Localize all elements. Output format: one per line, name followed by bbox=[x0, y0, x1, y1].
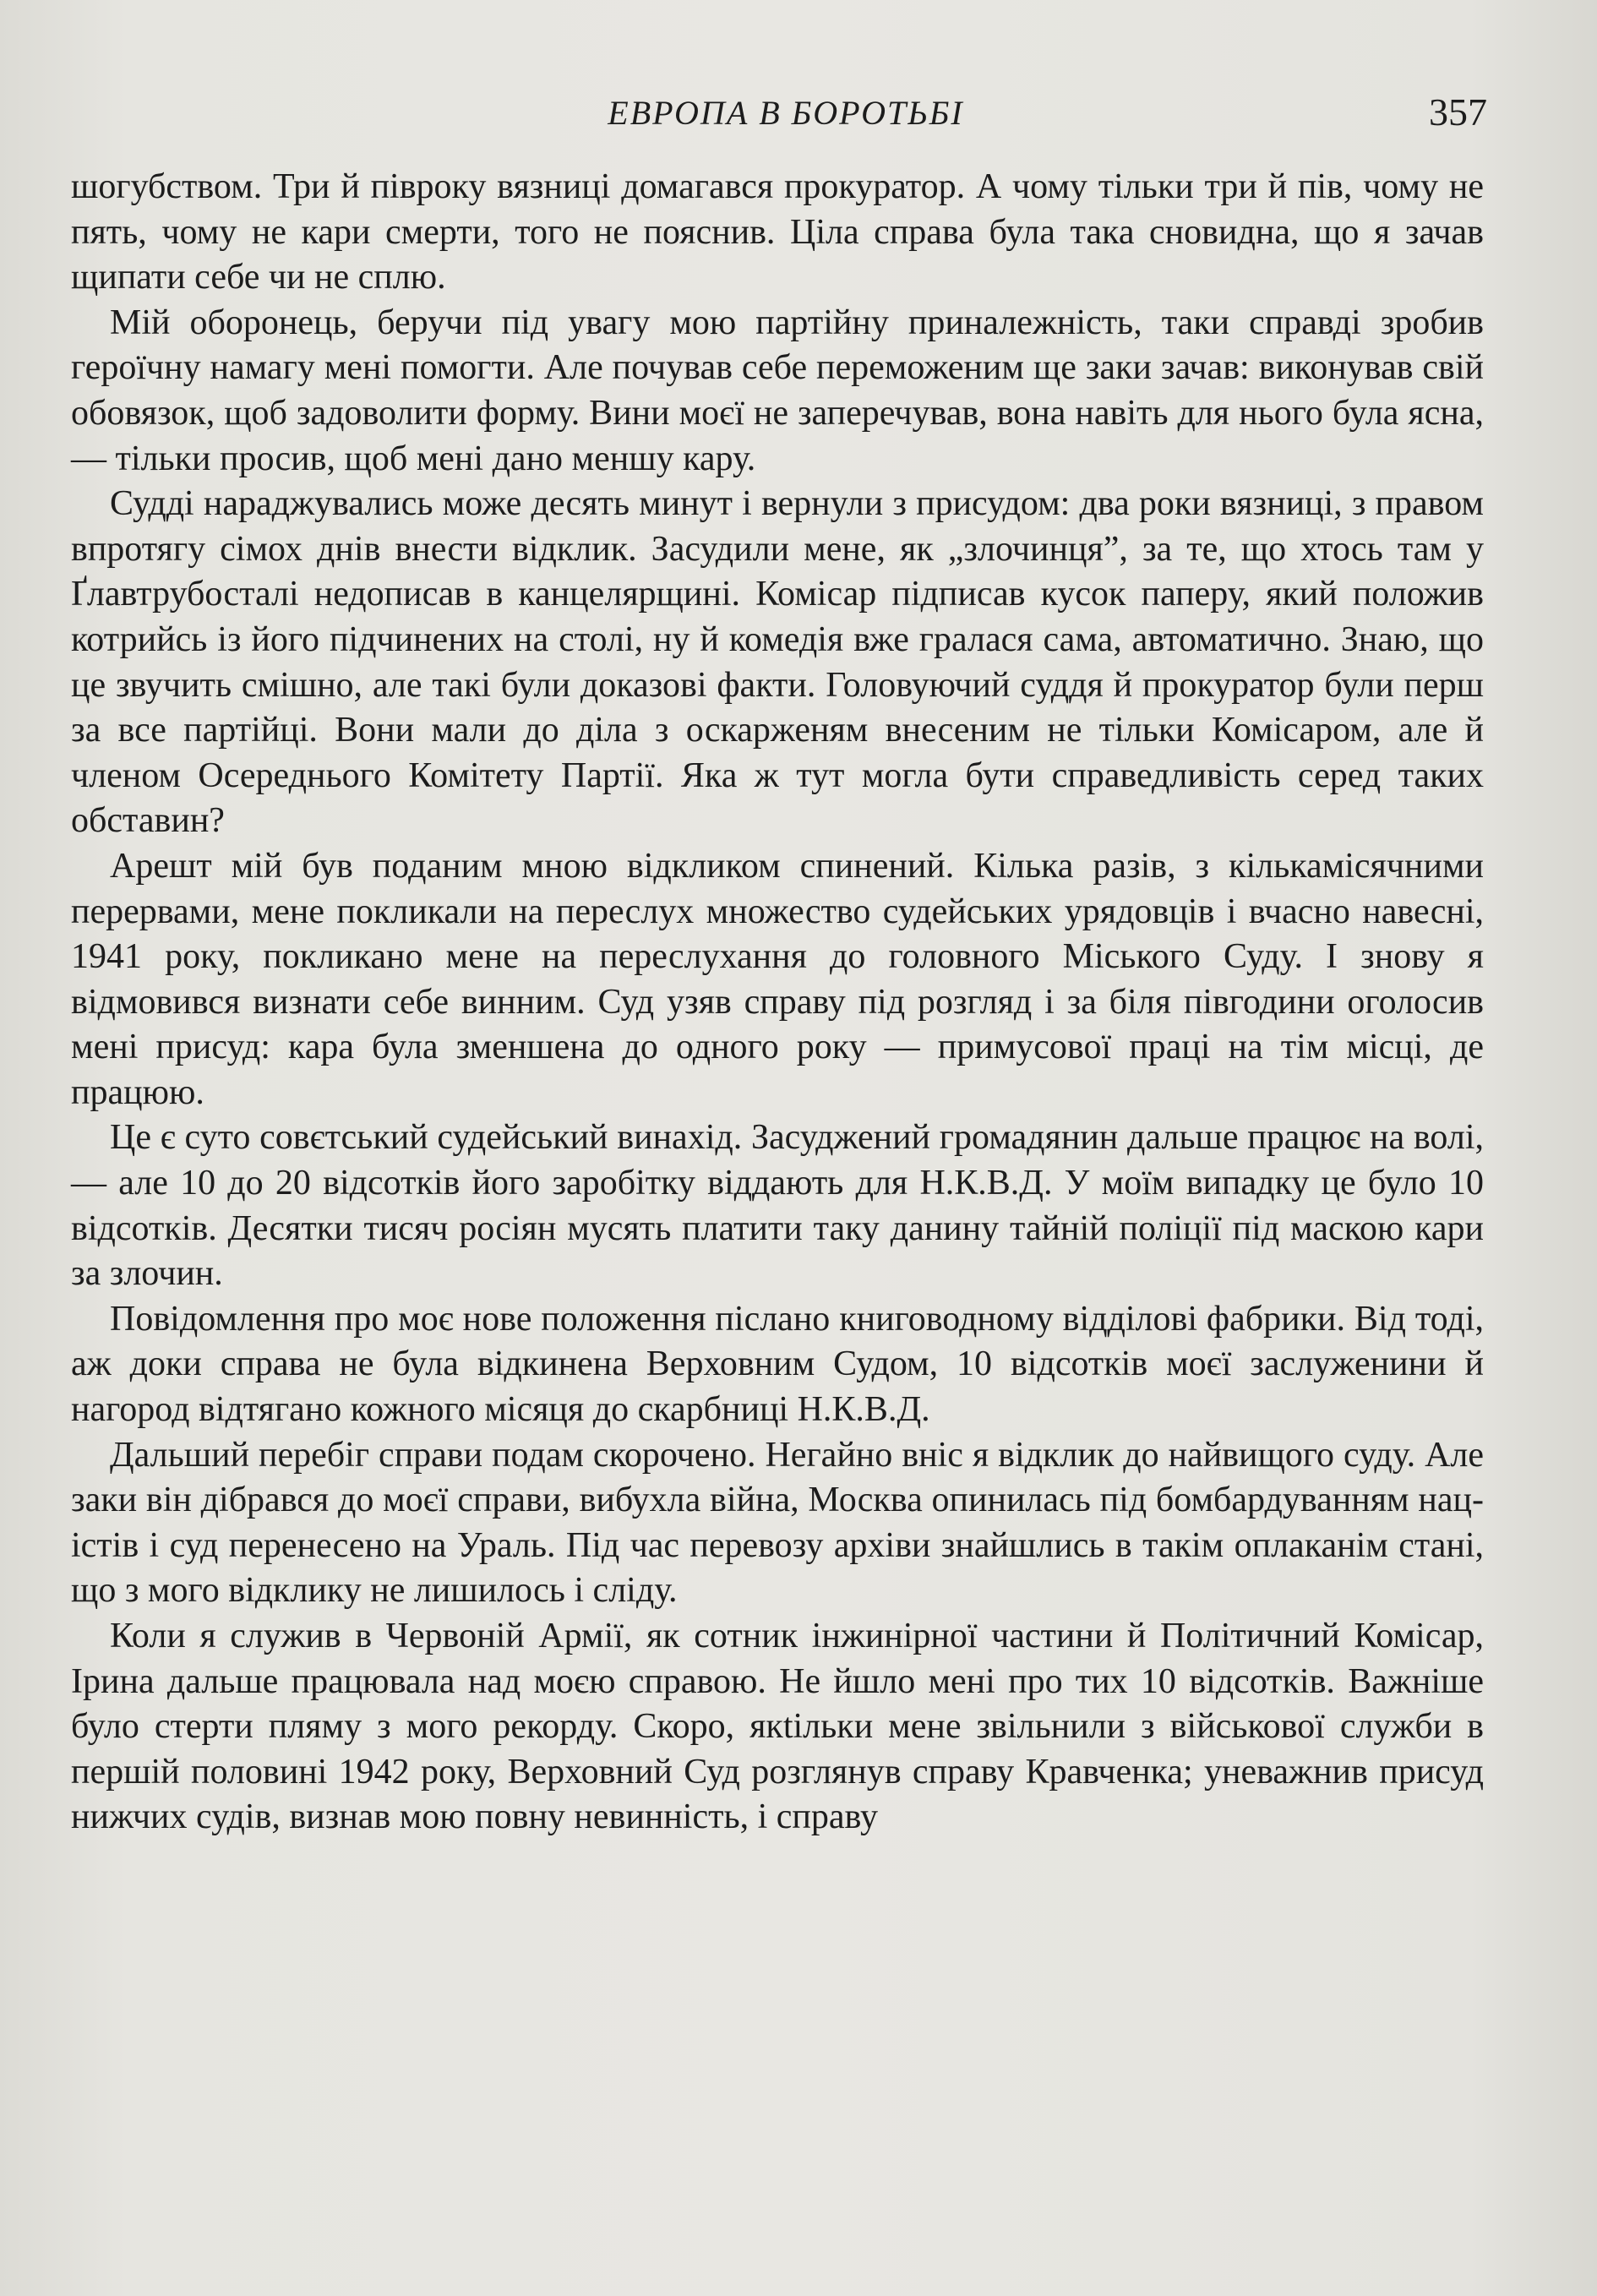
paragraph-7: Дальший перебіг справи подам скорочено. Негайно вніс я відклик до найвищого суду. Але заки він дібрався до моєї справи, вибухла війна, Москва опинилась під бомбардуванням нац-істів і суд перенесено на Ураль. Під час перевозу архіви знайшлись в такім оплаканім стані, що з мого відклику не лишилось і сліду. bbox=[71, 1435, 1484, 1611]
paragraph-6: Повідомлення про моє нове положення післано книговодному відділові фабрики. Від тоді, аж доки справа не була відкинена Верховним Судом, 10 відсотків моєї заслуженини й нагород відтягано кожного місяця до скарбниці Н.К.В.Д. bbox=[71, 1299, 1484, 1430]
paragraph-8: Коли я служив в Червоній Армії, як сотник інжинірної частини й Політичний Комісар, Ірина дальше працювала над моєю справою. Не йшло мені про тих 10 відсотків. Важніше було стерти пляму з мого рекорду. Скоро, якtільки мене звільнили з військової служби в першій половині 1942 року, Верховний Суд розглянув справу Кравченка; уневажнив присуд нижчих судів, визнав мою повну невинність, і справу bbox=[71, 1617, 1484, 1837]
paragraph-3: Судді нараджувались може десять минут і вернули з присудом: два роки вязниці, з правом впротягу сімох днів внести відклик. Засудили мене, як „злочинця”, за те, що хтось там у Ґлавтрубосталі недописав в канцелярщині. Комісар підписав кусок паперу, який положив котрийсь із його підчинених на столі, ну й комедія вже гралася сама, автоматично. Знаю, що це звучить смішно, але такі були доказові факти. Головуючий суддя й прокуратор були перш за все партійці. Вони мали до діла з оскарженям внесеним не тільки Комісаром, але й членом Осереднього Комітету Партії. Яка ж тут могла бути справедливість серед таких обставин? bbox=[71, 484, 1484, 841]
paragraph-5: Це є суто совєтський судейський винахід. Засуджений громадянин дальше працює на волі, — але 10 до 20 відсотків його заробітку віддають для Н.К.В.Д. У моїм випадку це було 10 відсотків. Десятки тисяч росіян мусять платити таку данину тайній поліції під маскою кари за злочин. bbox=[71, 1118, 1484, 1294]
page-header bbox=[68, 90, 1487, 144]
running-title: ЕВРОПА В БОРОТЬБІ bbox=[608, 94, 964, 132]
paragraph-1: шогубством. Три й півроку вязниці домагався прокуратор. А чому тільки три й пів, чому не пять, чому не кари смерти, того не пояснив. Ціла справа була така сновидна, що я зачав щипати себе чи не сплю. bbox=[71, 167, 1484, 297]
paragraph-2: Мій оборонець, беручи під увагу мою партійну приналежність, таки справді зробив героїчну намагу мені помогти. Але почував себе переможеним ще заки зачав: виконував свій обовязок, щоб задоволити форму. Вини моєї не заперечував, вона навіть для нього була ясна, — тільки просив, щоб мені дано меншу кару. bbox=[71, 303, 1484, 478]
body-text bbox=[71, 165, 1484, 1841]
paragraph-4: Арешт мій був поданим мною відкликом спинений. Кілька разів, з кількамісячними перервами, мене покликали на переслух множество судейських урядовців і вчасно навесні, 1941 року, покликано мене на переслухання до головного Міського Суду. І знову я відмовився визнати себе винним. Суд узяв справу під розгляд і за біля півгодини оголосив мені присуд: кара була зменшена до одного року — примусової праці на тім місці, де працюю. bbox=[71, 846, 1484, 1112]
page-number: 357 bbox=[1429, 90, 1487, 134]
